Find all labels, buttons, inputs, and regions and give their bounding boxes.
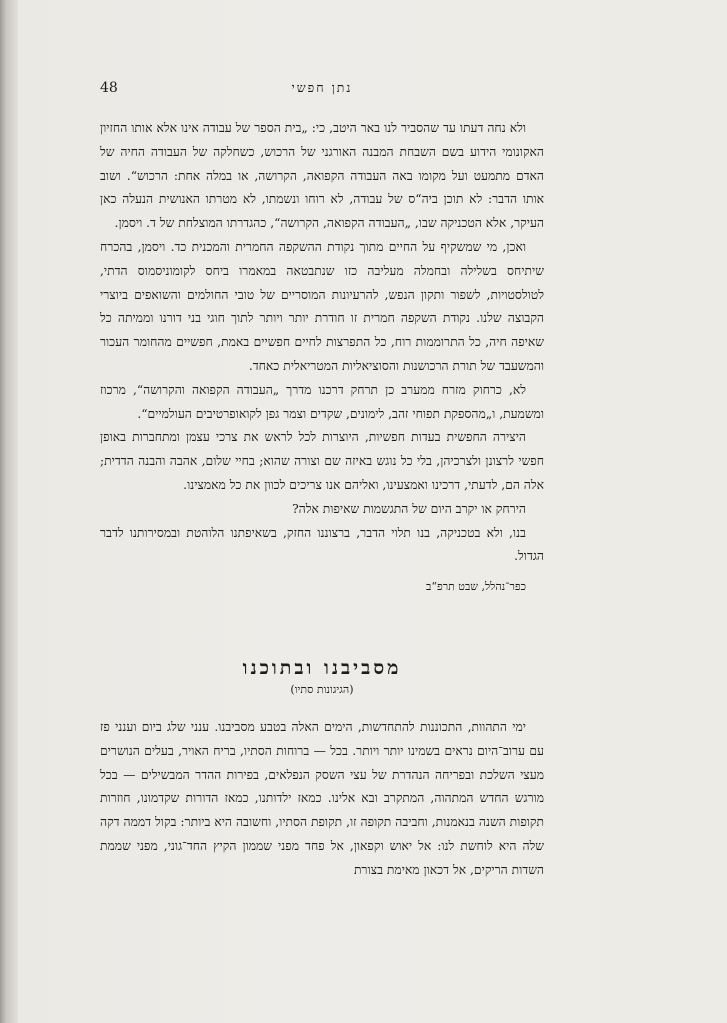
book-spine-shadow — [0, 0, 18, 1023]
paragraph: בנו, ולא בטכניקה, בנו תלוי הדבר, ברצוננו החזק, בשאיפתנו הלוהטת ובמסירותנו לדבר הגדול. — [100, 525, 544, 564]
paragraph: היצירה החפשית בעדות חפשיות, היוצרות לכל לראש את צרכי עצמן ומתחברות באופן חפשי לרצונן ולצרכיהן, בלי כל נוגש באיזה שם וצורה שהוא; בחיי שלום, אהבה והבנה הדדית; אלה הם, לדעתי, דרכינו ואמצעינו, ואליהם אנו צריכים לכוון את כל מאמצינו. — [100, 430, 544, 492]
page-number: 48 — [100, 80, 118, 96]
page-header — [100, 80, 544, 100]
paragraph: הירחק או יקרב היום של התגשמות שאיפות אלה? — [292, 501, 526, 516]
section-title: מסביבנו ובתוכנו — [242, 657, 402, 679]
running-head: נתן חפשי — [291, 80, 353, 95]
section2-body — [100, 716, 544, 883]
place-date: כפר־נהלל, שבט תרפ“ב — [426, 580, 526, 593]
paragraph: ימי התהוות, התכוננות להתחדשות, הימים האלה בטבע מסביבנו. ענני שלג ביום וענני פז עם ערוב־היום נראים בשמינו יותר ויותר. בכל — ברוחות הסתיו, בריח האויר, בעלים הנושרים מעצי השלכת ובפריחה הנהדרת של עצי השסק הנפלאים, בפירות ההדר המבשילים — בכל מורגש החדש המתהוה, המתקרב ובא אלינו. כמאז ילדותנו, כמאז הדורות שקדמונו, חוזרות תקופות השנה בנאמנות, וחביבה תקופה זו, תקופת הסתיו, וחשובה היא ביותר: בקול דממה דקה שלה היא לוחשת לנו: אל יאוש וקפאון, אל פחד מפני שממון הקיץ החד־גוני, מפני שממת השדות הריקים, אל דכאון מאימת בצורת — [100, 720, 544, 877]
paragraph: ולא נחה דעתו עד שהסביר לנו באר היטב, כי: „בית הספר של עבודה אינו אלא אותו החזיון האקונומי הידוע בשם השבחת המבנה האורגני של הרכוש, כשחלקה של העבודה החיה של האדם מתמעט ועל מקומו באה העבודה הקפואה, הקרושה, או במלה אחת: הרכוש“. ושוב אותו הדבר: לא תוכן ביה“ס של עבודה, לא רוחו ונשמתו, לא מטרתו האנושית הנעלה כאן העיקר, אלא הטכניקה שבו, „העבודה הקפואה, הקרושה“, כהגדרתו המוצלחת של ד. ויסמן. — [100, 121, 544, 231]
paragraph: ואכן, מי שמשקיף על החיים מתוך נקודת ההשקפה החמרית והמכנית כד. ויסמן, בהכרח שיתיחס בשלילה ובחמלה מעליבה כזו שנתבטאה במאמרו ביחס לקומוניסמוס הדתי, לטולסטויות, לשפור ותקון הנפש, להרעיונות המוסריים של טובי החולמים והשואפים ביוצרי הקבוצה שלנו. נקודת השקפה חמרית זו חודרת יותר ויותר לתוך חוגי בני דורנו וממיתה כל שאיפה חיה, כל התרוממות רוח, כל התפרצות לחיים חפשיים באמת, חפשיים מהחומר העכור והמשעבד של תורת הרכושנות והסוציאליות המטריאלית כאחד. — [100, 239, 544, 373]
section1-body — [100, 117, 544, 569]
paragraph: לא, כרחוק מזרח ממערב כן תרחק דרכנו מדרך „העבודה הקפואה והקרושה“, מרכוז ומשמעת, ו„מהספקת תפוחי זהב, לימונים, שקדים וצמר גפן לקואופרטיבים העולמיים“. — [100, 382, 544, 421]
section-subtitle: (הגיגונות סתיו) — [290, 683, 354, 696]
